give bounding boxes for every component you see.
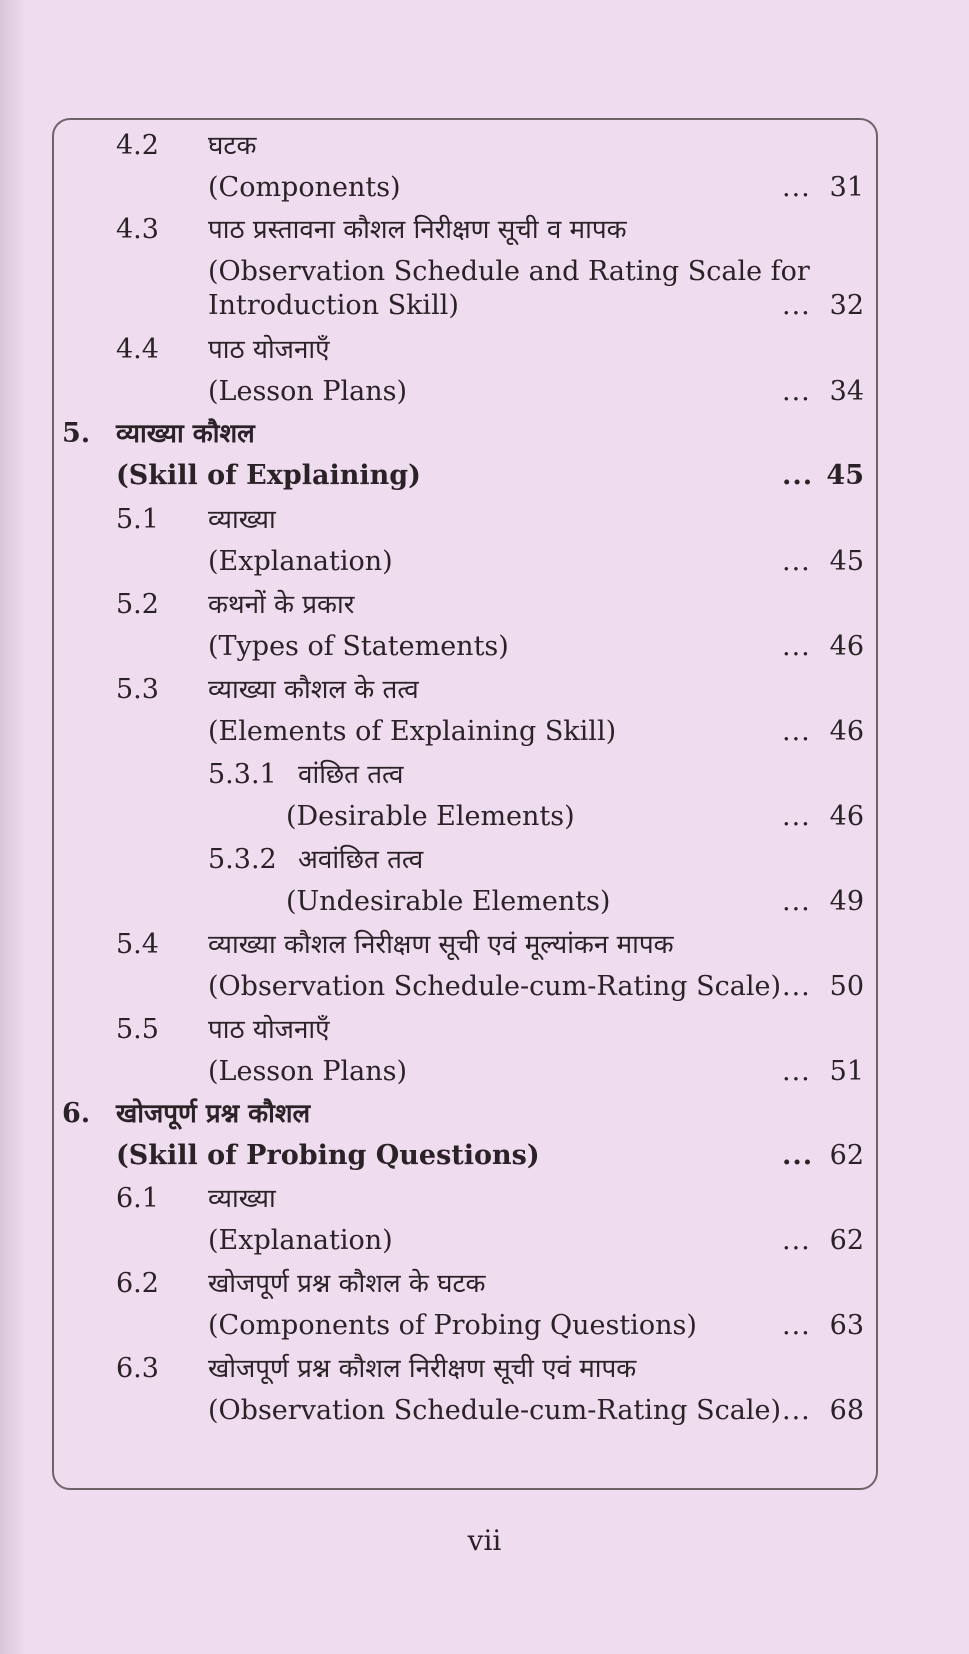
entry-number: 5.3: [116, 674, 159, 705]
entry-title-hindi: वांछित तत्व: [298, 760, 404, 790]
dot-leader: ...: [782, 172, 811, 203]
dot-leader: ...: [782, 971, 811, 1002]
chapter-title-hindi: व्याख्या कौशल: [116, 419, 255, 449]
entry-number: 5.2: [116, 589, 159, 620]
page-number: 62: [829, 1140, 864, 1171]
table-of-contents: [52, 118, 878, 1490]
entry-title-english-cont: Introduction Skill): [208, 290, 459, 321]
dot-leader: ...: [782, 1056, 811, 1087]
entry-title-english: (Elements of Explaining Skill): [208, 716, 617, 747]
chapter-title-english: (Skill of Probing Questions): [116, 1140, 540, 1171]
dot-leader: ...: [782, 376, 811, 407]
page-number: 45: [826, 460, 864, 491]
entry-number: 4.3: [116, 214, 159, 245]
chapter-number: 5.: [62, 418, 91, 449]
chapter-title-english: (Skill of Explaining): [116, 460, 421, 491]
page-number: 46: [829, 631, 864, 662]
entry-title-hindi: व्याख्या कौशल के तत्व: [208, 675, 419, 705]
entry-title-english: (Components): [208, 172, 401, 203]
dot-leader: ...: [782, 1395, 811, 1426]
dot-leader: ...: [782, 631, 811, 662]
entry-title-hindi: अवांछित तत्व: [298, 845, 424, 875]
page-number: 32: [829, 290, 864, 321]
chapter-number: 6.: [62, 1098, 91, 1129]
dot-leader: ...: [782, 716, 811, 747]
dot-leader: ...: [782, 1140, 814, 1171]
entry-title-english: (Lesson Plans): [208, 1056, 408, 1087]
page-number: 62: [829, 1225, 864, 1256]
entry-title-english: (Components of Probing Questions): [208, 1310, 697, 1341]
dot-leader: ...: [782, 801, 811, 832]
entry-number: 6.1: [116, 1183, 159, 1214]
entry-number: 6.3: [116, 1353, 159, 1384]
page-number: 45: [829, 546, 864, 577]
page-number: 68: [829, 1395, 864, 1426]
page-number: 34: [829, 376, 864, 407]
entry-title-hindi: घटक: [208, 131, 257, 161]
entry-number: 5.3.1: [208, 759, 277, 790]
entry-title-hindi: खोजपूर्ण प्रश्न कौशल निरीक्षण सूची एवं मापक: [208, 1354, 637, 1384]
entry-title-english: (Observation Schedule-cum-Rating Scale): [208, 971, 782, 1002]
entry-title-hindi: व्याख्या कौशल निरीक्षण सूची एवं मूल्यांकन मापक: [208, 930, 674, 960]
entry-title-hindi: कथनों के प्रकार: [208, 590, 355, 620]
page-number: 49: [829, 886, 864, 917]
entry-number: 4.2: [116, 130, 159, 161]
dot-leader: ...: [782, 546, 811, 577]
page-number: 46: [829, 801, 864, 832]
page-number: 46: [829, 716, 864, 747]
dot-leader: ...: [782, 290, 811, 321]
page-number: 63: [829, 1310, 864, 1341]
entry-title-english: (Explanation): [208, 1225, 393, 1256]
entry-title-english: (Desirable Elements): [286, 801, 575, 832]
dot-leader: ...: [782, 1310, 811, 1341]
page-folio: vii: [467, 1524, 502, 1557]
entry-title-english: (Observation Schedule and Rating Scale for: [208, 256, 810, 287]
entry-number: 6.2: [116, 1268, 159, 1299]
entry-title-hindi: व्याख्या: [208, 505, 276, 535]
page-number: 50: [829, 971, 864, 1002]
entry-title-english: (Observation Schedule-cum-Rating Scale): [208, 1395, 782, 1426]
entry-title-english: (Explanation): [208, 546, 393, 577]
entry-title-english: (Undesirable Elements): [286, 886, 611, 917]
entry-title-english: (Lesson Plans): [208, 376, 408, 407]
page-number: 31: [829, 172, 864, 203]
entry-number: 5.1: [116, 504, 159, 535]
entry-title-hindi: व्याख्या: [208, 1184, 276, 1214]
dot-leader: ...: [782, 886, 811, 917]
dot-leader: ...: [782, 1225, 811, 1256]
entry-title-hindi: खोजपूर्ण प्रश्न कौशल के घटक: [208, 1269, 486, 1299]
entry-number: 4.4: [116, 334, 159, 365]
entry-title-english: (Types of Statements): [208, 631, 509, 662]
page-number: 51: [829, 1056, 864, 1087]
entry-number: 5.5: [116, 1014, 159, 1045]
entry-title-hindi: पाठ योजनाएँ: [208, 1015, 330, 1045]
entry-title-hindi: पाठ योजनाएँ: [208, 335, 330, 365]
page-gutter-shade: [0, 0, 26, 1654]
dot-leader: ...: [782, 460, 814, 491]
entry-title-hindi: पाठ प्रस्तावना कौशल निरीक्षण सूची व मापक: [208, 215, 627, 245]
entry-number: 5.3.2: [208, 844, 277, 875]
chapter-title-hindi: खोजपूर्ण प्रश्न कौशल: [116, 1099, 311, 1129]
entry-number: 5.4: [116, 929, 159, 960]
